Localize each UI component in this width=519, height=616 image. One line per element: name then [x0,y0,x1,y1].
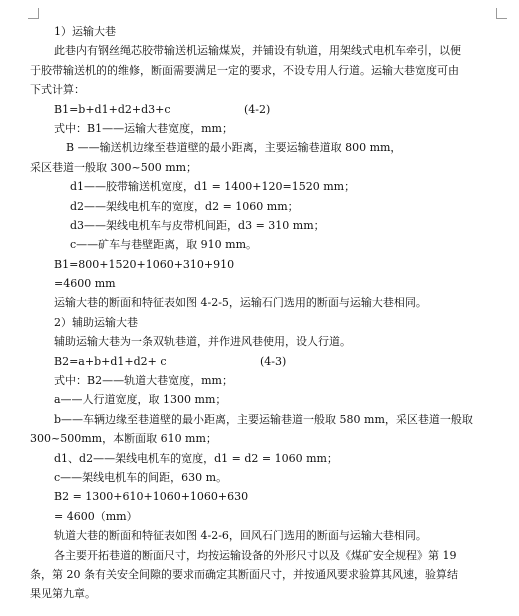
definition-line: 采区巷道一般取 300~500 mm； [30,160,198,174]
equation-number: (4-2) [244,102,271,116]
definition-line: 300~500mm，本断面取 610 mm； [30,432,217,446]
definition-line: d3——架线电机车与皮带机间距，d3 = 310 mm； [70,218,325,232]
definition-line: a——人行道宽度，取 1300 mm； [54,393,227,407]
definition-line: 式中：B2——轨道大巷宽度，mm； [54,374,233,388]
equation-4-2 [30,100,508,119]
paragraph-line: 条，第 20 条有关安全间隙的要求而确定其断面尺寸，并按通风要求验算其风速，验算结 [30,567,458,581]
equation-number: (4-3) [260,354,287,368]
definition-line: 式中：B1——运输大巷宽度，mm； [54,121,233,135]
calculation-result: =4600 mm [54,277,116,291]
calculation-line: B1=800+1520+1060+310+910 [54,257,235,271]
equation-text: B1=b+d1+d2+d3+c [54,102,171,116]
definition-line: c——架线电机车的间距，630 m。 [54,470,228,484]
equation-4-3 [30,352,508,371]
document-body [30,22,508,604]
paragraph-line: 运输大巷的断面和特征表如图 4-2-5，运输石门选用的断面与运输大巷相同。 [54,296,427,310]
section-heading-auxiliary-haulage: 2）辅助运输大巷 [54,315,138,329]
paragraph-line: 果见第九章。 [30,587,96,601]
calculation-result: = 4600（mm） [54,509,138,523]
paragraph-line: 下式计算： [30,83,85,97]
calculation-line: B2 = 1300+610+1060+1060+630 [54,490,249,504]
definition-line: b——车辆边缘至巷道壁的最小距离，主要运输巷道一般取 580 mm，采区巷道一般取 [54,412,473,426]
paragraph-line: 此巷内有钢丝绳芯胶带输送机运输煤炭，并铺设有轨道，用架线式电机车牵引，以便 [54,44,461,58]
page-corner-mark-top-right [496,8,507,19]
equation-text: B2=a+b+d1+d2+ c [54,354,167,368]
definition-line: c——矿车与巷壁距离，取 910 mm。 [70,238,258,252]
paragraph-line: 辅助运输大巷为一条双轨巷道，并作进风巷使用，设人行道。 [54,335,351,349]
definition-line: d1、d2——架线电机车的宽度，d1 = d2 = 1060 mm； [54,451,338,465]
definition-line: d2——架线电机车的宽度，d2 = 1060 mm； [70,199,299,213]
definition-line: d1——胶带输送机宽度，d1 = 1400+120=1520 mm； [70,180,356,194]
paragraph-line: 各主要开拓巷道的断面尺寸，均按运输设备的外形尺寸以及《煤矿安全规程》第 19 [54,548,457,562]
paragraph-line: 轨道大巷的断面和特征表如图 4-2-6，回风石门选用的断面与运输大巷相同。 [54,529,427,543]
page-corner-mark-top-left [28,8,39,19]
definition-line: B ——输送机边缘至巷道壁的最小距离，主要运输巷道取 800 mm， [66,141,402,155]
paragraph-line: 于胶带输送机的的维修，断面需要满足一定的要求，不设专用人行道。运输大巷宽度可由 [30,63,459,77]
section-heading-main-haulage: 1）运输大巷 [54,25,116,38]
